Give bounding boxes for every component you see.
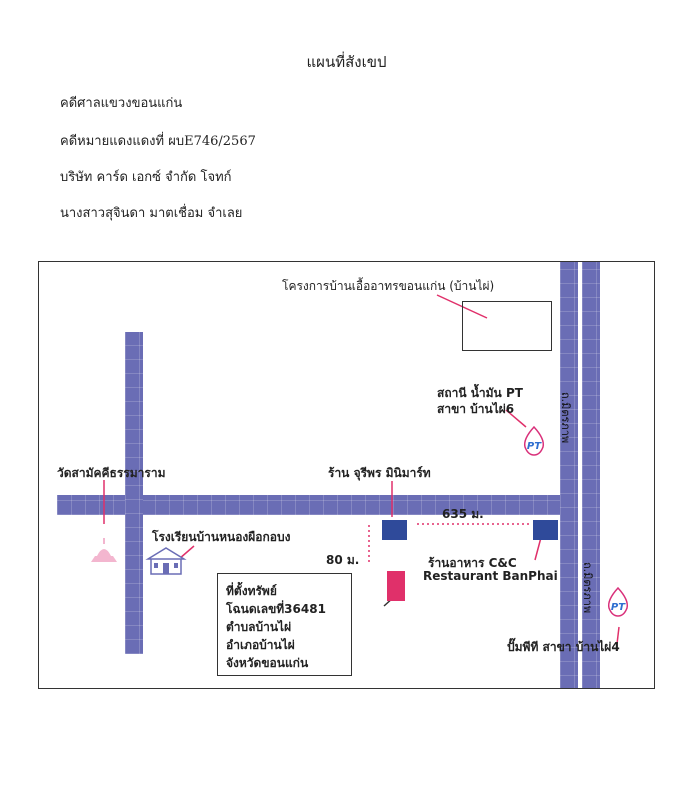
temple-label: วัดสามัคคีธรรมาราม	[57, 466, 166, 480]
temple-icon	[91, 538, 117, 562]
court-line: คดีศาลแขวงขอนแก่น	[60, 96, 183, 111]
pt-gas-logo-icon	[521, 425, 547, 457]
defendant-line: นางสาวสุจินดา มาตเชื่อม จำเลย	[60, 206, 243, 221]
property-line-5: จังหวัดขอนแก่น	[226, 656, 309, 670]
page-title: แผนที่สังเขป	[306, 53, 387, 71]
pt-logo-2-text: PT	[610, 602, 626, 613]
gas-station-2-label: ปั๊มพีที สาขา บ้านไผ่4	[507, 640, 620, 654]
distance-80-label: 80 ม.	[326, 553, 360, 567]
property-marker	[387, 571, 405, 601]
case-number-line: คดีหมายแดงแดงที่ ผบE746/2567	[60, 134, 256, 149]
property-line-1: ที่ตั้งทรัพย์	[226, 584, 277, 598]
property-line-2: โฉนดเลขที่36481	[226, 602, 326, 616]
project-label: โครงการบ้านเอื้ออาทรขอนแก่น (บ้านไผ่)	[282, 279, 495, 293]
road-label-upper: ถ.มิตรภาพ	[559, 392, 572, 444]
map-frame	[38, 261, 655, 689]
gas-station-1-label-line1: สถานี น้ำมัน PT	[437, 386, 523, 400]
restaurant-label-line2: Restaurant BanPhai	[423, 569, 558, 583]
pt-logo-text: PT	[526, 441, 542, 452]
road-label-lower: ถ.มิตรภาพ	[581, 562, 594, 614]
property-line-3: ตำบลบ้านไผ่	[226, 620, 292, 634]
pt-gas-logo-2-icon	[605, 586, 631, 618]
restaurant-label-line1: ร้านอาหาร C&C	[428, 556, 517, 570]
plaintiff-line: บริษัท คาร์ด เอกซ์ จำกัด โจทก์	[60, 170, 232, 185]
shop-marker	[382, 520, 407, 540]
distance-635-label: 635 ม.	[442, 507, 484, 521]
shop-label: ร้าน จุรีพร มินิมาร์ท	[328, 466, 431, 480]
school-label: โรงเรียนบ้านหนองผือกอบง	[152, 530, 291, 544]
restaurant-marker	[533, 520, 558, 540]
school-icon	[148, 548, 184, 574]
gas-station-1-label-line2: สาขา บ้านไผ่6	[437, 402, 515, 416]
project-area-box	[462, 301, 552, 351]
property-line-4: อำเภอบ้านไผ่	[226, 638, 295, 652]
property-info-box	[217, 573, 352, 676]
